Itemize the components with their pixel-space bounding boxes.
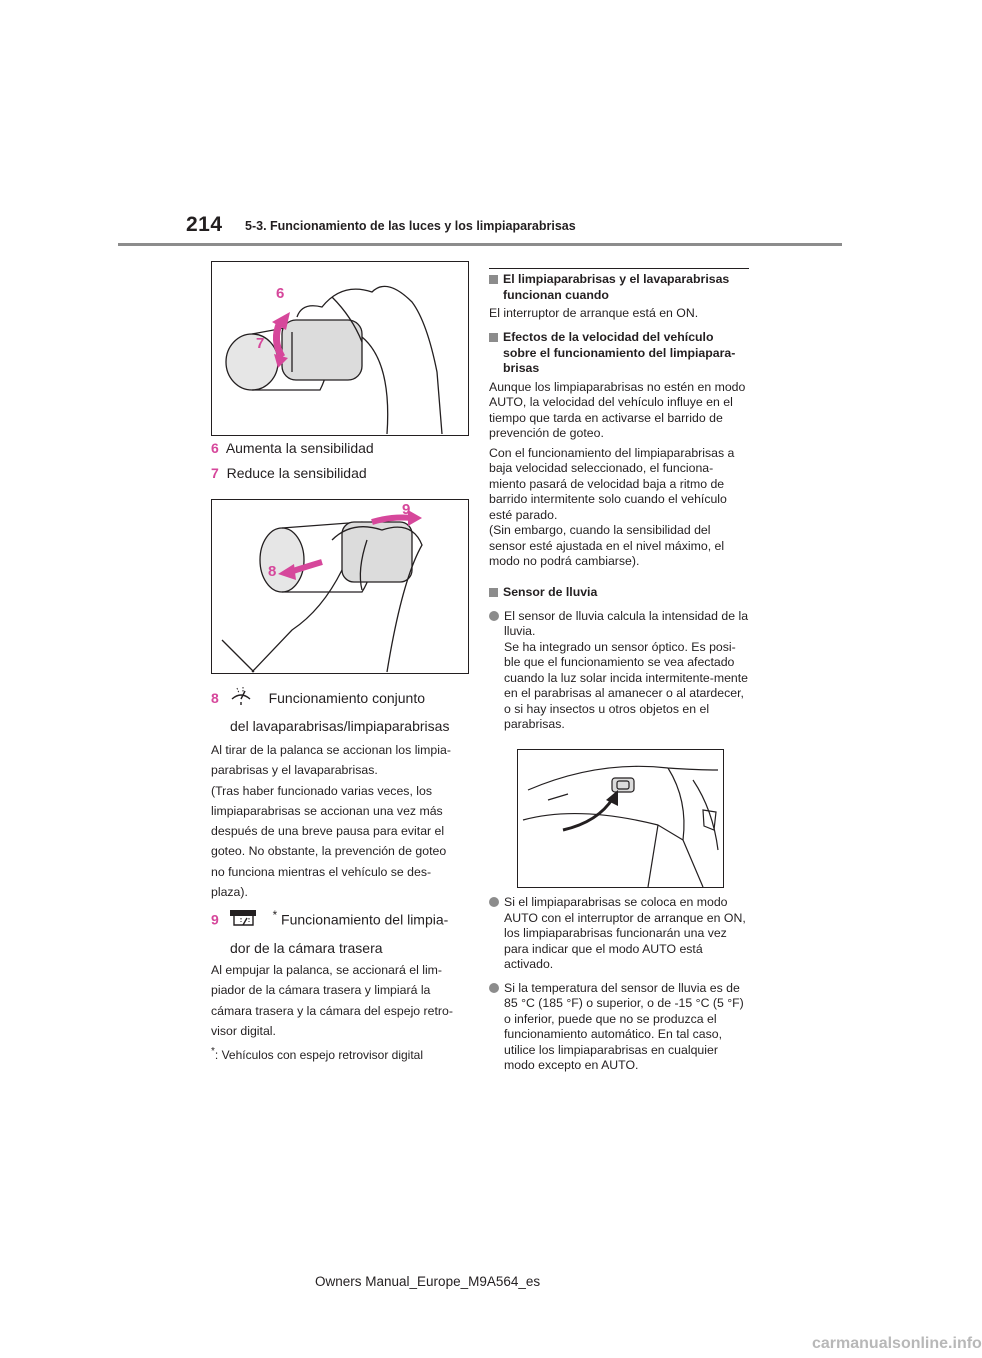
fig2-label-9: 9 xyxy=(402,501,411,518)
fig1-label-7: 7 xyxy=(256,335,265,352)
section-title: Sensor de lluvia xyxy=(503,585,598,599)
figure-lever-operation xyxy=(211,499,469,674)
footnote xyxy=(211,1044,469,1063)
section-marker xyxy=(489,275,498,284)
item-6 xyxy=(211,437,469,459)
bullet-text: Si el limpiaparabrisas se coloca en modo AUTO con el interruptor de arranque en ON, los limpiaparabrisas funcionarán una vez para indicar que el modo AUTO está activado. xyxy=(504,895,746,971)
item-text-b: dor de la cámara trasera xyxy=(230,939,383,956)
item-text-b: del lavaparabrisas/limpiaparabrisas xyxy=(230,718,450,735)
figure-rain-sensor xyxy=(517,749,724,888)
section-title: 5-3. Funcionamiento de las luces y los limpiaparabrisas xyxy=(245,219,576,233)
section-rain-sensor-more xyxy=(489,895,749,1074)
item-number: 6 xyxy=(211,440,219,456)
item-7 xyxy=(211,462,469,484)
sensitivity-dial-illustration xyxy=(212,262,468,435)
section-body: El interruptor de arranque está en ON. xyxy=(489,306,699,320)
washer-icon xyxy=(229,685,259,713)
bullet-item xyxy=(489,895,749,973)
section-marker xyxy=(489,588,498,597)
section-conditions xyxy=(489,268,749,322)
page-number: 214 xyxy=(186,213,223,236)
manual-id: Owners Manual_Europe_M9A564_es xyxy=(315,1274,541,1289)
fig2-label-8: 8 xyxy=(268,563,277,580)
footnote-text: : Vehículos con espejo retrovisor digital xyxy=(214,1048,424,1062)
item-8-heading xyxy=(211,685,469,739)
section-marker xyxy=(489,333,498,342)
item-8-body: Al tirar de la palanca se accionan los limpia- parabrisas y el lavaparabrisas. (Tras haber funcionado varias veces, los limpiaparabrisas se accionan una vez más después de una breve pausa para evitar el goteo. No obstante, la prevención de goteo no funciona mientras el vehículo se des- plaza). xyxy=(211,743,451,900)
windshield-illustration xyxy=(518,750,723,887)
item-text: Aumenta la sensibilidad xyxy=(225,440,374,456)
section-rain-sensor xyxy=(489,585,749,733)
bullet-text: El sensor de lluvia calcula la intensidad de la lluvia. Se ha integrado un sensor óptico. Es posi-ble que el funcionamiento se vea afectado cuando la luz solar incida intermitente-mente en el parabrisas al amanecer o al atardecer, o si hay insectos u otros objetos en el parabrisas. xyxy=(504,608,749,731)
fig1-label-6: 6 xyxy=(276,285,285,302)
footnote-mark: * xyxy=(211,1046,215,1057)
item-text-a: Funcionamiento del limpia- xyxy=(281,911,449,928)
item-text-a: Funcionamiento conjunto xyxy=(268,690,426,706)
item-number: 8 xyxy=(211,690,219,706)
bullet-text: Si la temperatura del sensor de lluvia es de 85 °C (185 °F) o superior, o de -15 °C (5 °F) o inferior, puede que no se produzca el funcionamiento automático. En tal caso, utilice los limpiaparabrisas en cualquier modo excepto en AUTO. xyxy=(504,980,744,1072)
footnote-mark: * xyxy=(272,909,278,922)
watermark: carmanualsonline.info xyxy=(812,1335,982,1352)
bullet-item xyxy=(489,609,749,733)
item-text: Reduce la sensibilidad xyxy=(226,465,367,481)
rear-camera-washer-icon xyxy=(229,907,263,935)
lever-illustration xyxy=(212,500,468,673)
section-title: El limpiaparabrisas y el lavaparabrisas funcionan cuando xyxy=(503,272,730,302)
header-divider xyxy=(118,243,842,246)
bullet-item xyxy=(489,981,749,1074)
bullet-marker xyxy=(489,983,499,993)
section-paragraph-2: Con el funcionamiento del limpiaparabrisas a baja velocidad seleccionado, el funciona-miento pasará de velocidad baja a ritmo de barrido intermitente solo cuando el vehículo esté parado. (Sin embargo, cuando la sensibilidad del sensor esté ajustada en el nivel máximo, el modo no podrá cambiarse). xyxy=(489,445,735,568)
item-number: 7 xyxy=(211,465,219,481)
section-speed-effects xyxy=(489,330,749,570)
item-9-body: Al empujar la palanca, se accionará el lim- piador de la cámara trasera y limpiará la cámara trasera y la cámara del espejo retro- visor digital. xyxy=(211,963,453,1038)
item-9-heading xyxy=(211,903,469,961)
section-title: Efectos de la velocidad del vehículo sobre el funcionamiento del limpiapara-brisas xyxy=(503,330,736,375)
section-paragraph-1: Aunque los limpiaparabrisas no estén en modo AUTO, la velocidad del vehículo influye en el tiempo que tarda en activarse el barrido de prevención de goteo. xyxy=(489,379,746,440)
bullet-marker xyxy=(489,611,499,621)
item-number: 9 xyxy=(211,911,219,928)
bullet-marker xyxy=(489,897,499,907)
figure-sensitivity-dial xyxy=(211,261,469,436)
